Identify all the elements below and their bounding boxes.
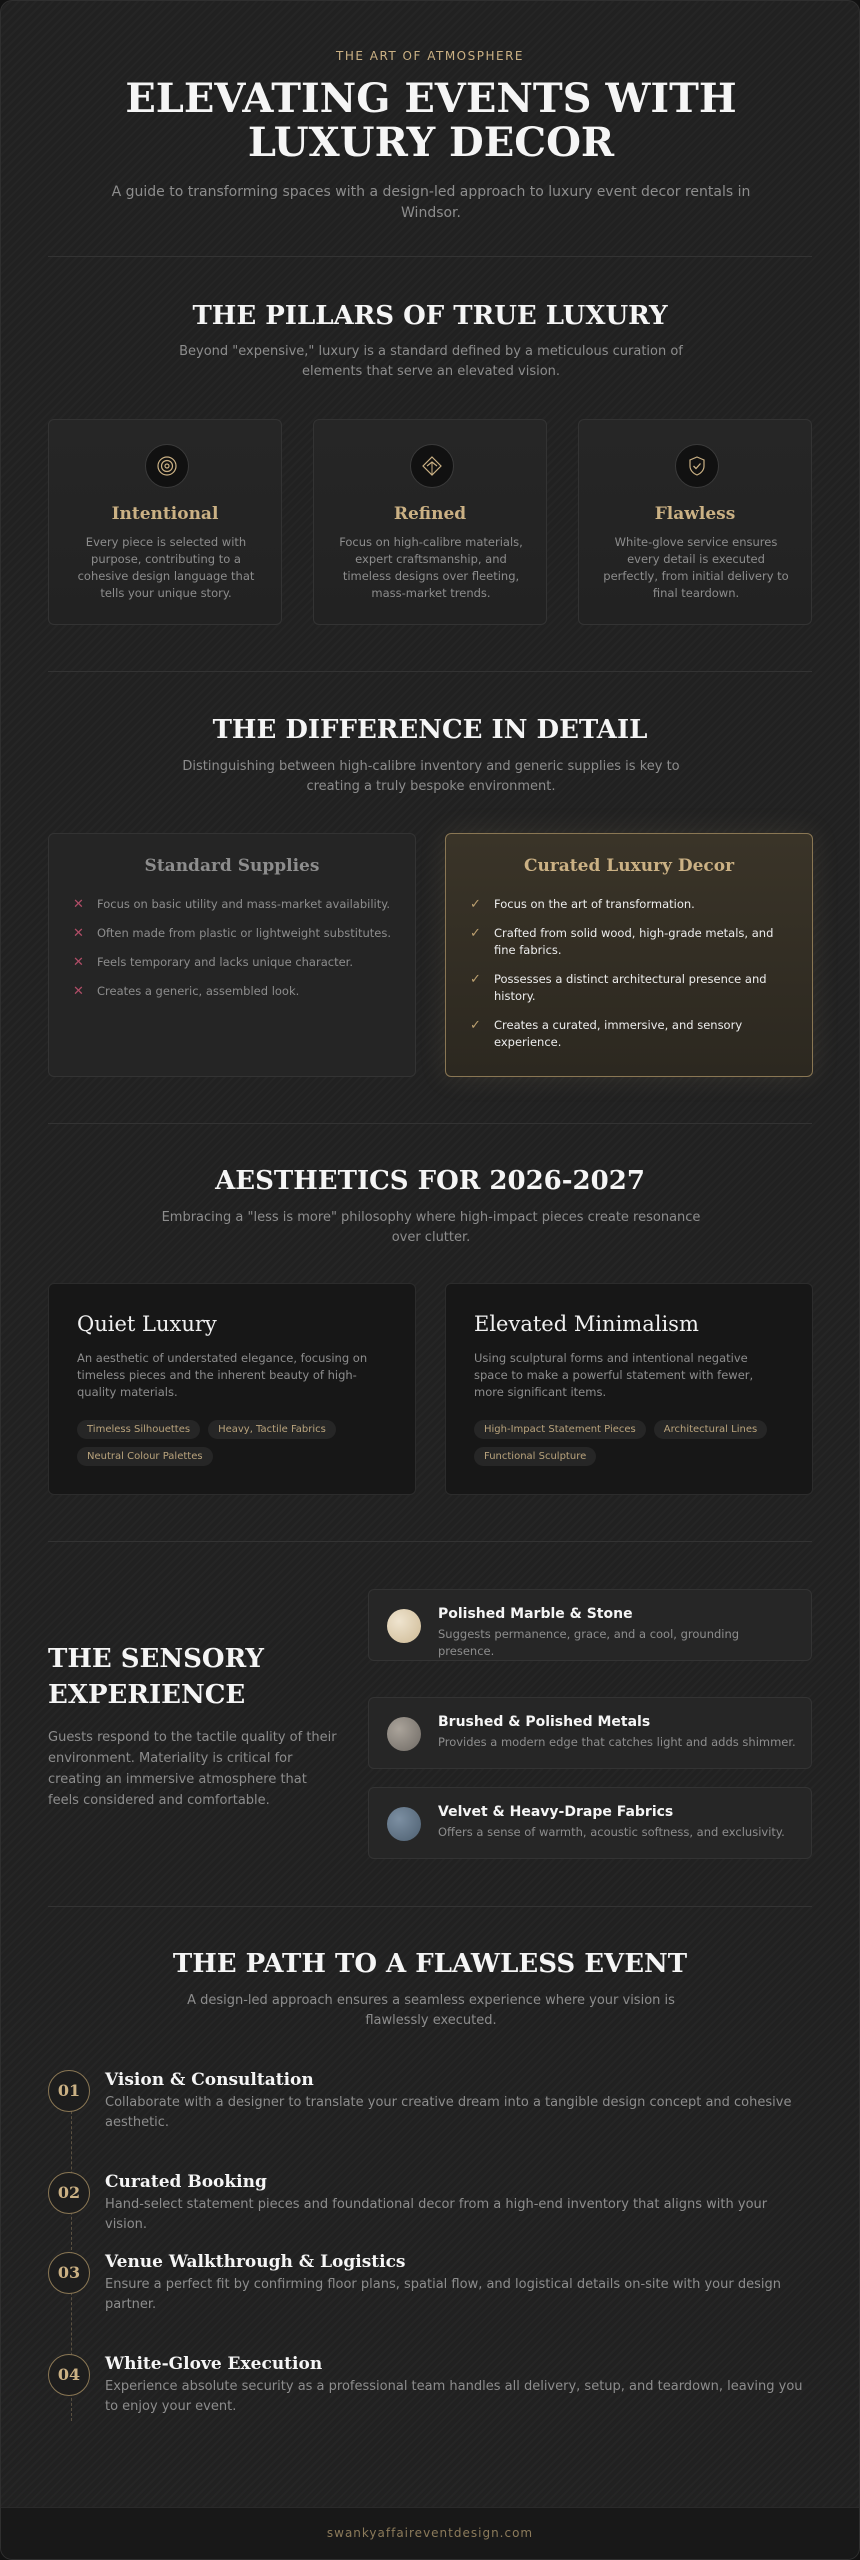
tag: Functional Sculpture bbox=[474, 1447, 596, 1466]
aesthetic-title: Quiet Luxury bbox=[77, 1312, 217, 1336]
hero-title: ELEVATING EVENTS WITH LUXURY DECOR bbox=[125, 75, 737, 166]
divider bbox=[48, 1906, 812, 1907]
check-icon: ✓ bbox=[470, 926, 481, 941]
aesthetic-title: Elevated Minimalism bbox=[474, 1312, 699, 1336]
standard-list bbox=[73, 896, 393, 1012]
list-item: ✓ Crafted from solid wood, high-grade metals, and fine fabrics. bbox=[470, 926, 774, 957]
hero-subtitle: A guide to transforming spaces with a design-led approach to luxury event decor rentals in Windsor. bbox=[111, 184, 751, 221]
pillars-subtitle: Beyond "expensive," luxury is a standard defined by a meticulous curation of elements that serve an elevated vision. bbox=[179, 344, 683, 379]
pillar-title: Refined bbox=[393, 504, 467, 524]
material-text: Suggests permanence, grace, and a cool, grounding presence. bbox=[438, 1627, 740, 1658]
cross-icon: ✕ bbox=[73, 926, 84, 941]
pillar-text: White-glove service ensures every detail is executed perfectly, from initial delivery to final teardown. bbox=[603, 535, 789, 600]
material-text: Offers a sense of warmth, acoustic softness, and exclusivity. bbox=[438, 1825, 785, 1839]
tag: Heavy, Tactile Fabrics bbox=[208, 1420, 336, 1439]
metal-swatch bbox=[387, 1717, 421, 1751]
sensory-title: THE SENSORY EXPERIENCE bbox=[48, 1644, 264, 1710]
tag-list bbox=[77, 1420, 397, 1466]
aesthetic-card-quiet-luxury bbox=[48, 1283, 416, 1495]
tag: Neutral Colour Palettes bbox=[77, 1447, 213, 1466]
pillar-text: Focus on high-calibre materials, expert craftsmanship, and timeless designs over fleeting, mass-market trends. bbox=[339, 535, 523, 600]
pillar-title: Intentional bbox=[111, 504, 219, 524]
tag: Timeless Silhouettes bbox=[77, 1420, 200, 1439]
material-card-velvet bbox=[368, 1787, 812, 1859]
step-title: Curated Booking bbox=[105, 2172, 267, 2192]
pillar-card-intentional bbox=[48, 419, 282, 625]
divider bbox=[48, 1541, 812, 1542]
aesthetic-text: An aesthetic of understated elegance, focusing on timeless pieces and the inherent beauty of high-quality materials. bbox=[77, 1351, 368, 1399]
tag: Architectural Lines bbox=[654, 1420, 767, 1439]
pillar-text: Every piece is selected with purpose, contributing to a cohesive design language that tells your unique story. bbox=[77, 535, 255, 600]
cross-icon: ✕ bbox=[73, 897, 84, 912]
list-item: ✕ Focus on basic utility and mass-market availability. bbox=[73, 897, 391, 912]
difference-title: THE DIFFERENCE IN DETAIL bbox=[212, 715, 648, 745]
step-text: Collaborate with a designer to translate your creative dream into a tangible design concept and cohesive aesthetic. bbox=[105, 2095, 792, 2130]
target-icon bbox=[145, 444, 189, 488]
shield-check-icon bbox=[675, 444, 719, 488]
list-item: ✕ Often made from plastic or lightweight substitutes. bbox=[73, 926, 391, 941]
path-title: THE PATH TO A FLAWLESS EVENT bbox=[172, 1949, 688, 1979]
luxury-list bbox=[470, 896, 790, 1063]
step-number: 03 bbox=[48, 2252, 90, 2294]
list-item: ✕ Creates a generic, assembled look. bbox=[73, 984, 300, 999]
step-number: 04 bbox=[48, 2354, 90, 2396]
cross-icon: ✕ bbox=[73, 984, 84, 999]
step-title: White-Glove Execution bbox=[105, 2354, 323, 2374]
check-icon: ✓ bbox=[470, 972, 481, 987]
step-text: Experience absolute security as a professional team handles all delivery, setup, and teardown, leaving you to enjoy your event. bbox=[105, 2379, 803, 2414]
step-text: Ensure a perfect fit by confirming floor plans, spatial flow, and logistical details on-site with your design partner. bbox=[105, 2277, 781, 2312]
list-item: ✕ Feels temporary and lacks unique character. bbox=[73, 955, 353, 970]
step-title: Venue Walkthrough & Logistics bbox=[105, 2252, 406, 2272]
divider bbox=[48, 256, 812, 257]
step-number: 01 bbox=[48, 2070, 90, 2112]
standard-supplies-card bbox=[48, 833, 416, 1077]
material-title: Polished Marble & Stone bbox=[438, 1606, 633, 1622]
cross-icon: ✕ bbox=[73, 955, 84, 970]
pillar-card-refined bbox=[313, 419, 547, 625]
aesthetic-card-elevated-minimalism bbox=[445, 1283, 813, 1495]
aesthetics-title: AESTHETICS FOR 2026-2027 bbox=[215, 1166, 645, 1196]
check-icon: ✓ bbox=[470, 1018, 481, 1033]
hero-eyebrow: THE ART OF ATMOSPHERE bbox=[335, 49, 524, 63]
standard-title: Standard Supplies bbox=[144, 856, 320, 876]
material-card-metals bbox=[368, 1697, 812, 1769]
list-item: ✓ Focus on the art of transformation. bbox=[470, 897, 695, 912]
tag: High-Impact Statement Pieces bbox=[474, 1420, 646, 1439]
material-title: Velvet & Heavy-Drape Fabrics bbox=[438, 1804, 674, 1820]
diamond-icon bbox=[410, 444, 454, 488]
divider bbox=[48, 671, 812, 672]
footer-url: swankyaffaireventdesign.com bbox=[1, 2507, 859, 2560]
check-icon: ✓ bbox=[470, 897, 481, 912]
material-text: Provides a modern edge that catches light and adds shimmer. bbox=[438, 1735, 796, 1749]
aesthetics-subtitle: Embracing a "less is more" philosophy where high-impact pieces create resonance over clutter. bbox=[161, 1210, 701, 1245]
tag-list bbox=[474, 1420, 794, 1466]
material-title: Brushed & Polished Metals bbox=[438, 1714, 651, 1730]
velvet-swatch bbox=[387, 1807, 421, 1841]
step-number: 02 bbox=[48, 2172, 90, 2214]
step-text: Hand-select statement pieces and foundational decor from a high-end inventory that aligns with your vision. bbox=[105, 2197, 768, 2232]
luxury-decor-card bbox=[445, 833, 813, 1077]
step-title: Vision & Consultation bbox=[105, 2070, 314, 2090]
pillar-title: Flawless bbox=[654, 504, 736, 524]
sensory-text: Guests respond to the tactile quality of their environment. Materiality is critical for creating an immersive atmosphere that feels considered and comfortable. bbox=[48, 1730, 337, 1808]
marble-swatch bbox=[387, 1609, 421, 1643]
divider bbox=[48, 1123, 812, 1124]
luxury-title: Curated Luxury Decor bbox=[523, 856, 735, 876]
material-card-marble bbox=[368, 1589, 812, 1661]
list-item: ✓ Possesses a distinct architectural presence and history. bbox=[470, 972, 767, 1003]
pillar-card-flawless bbox=[578, 419, 812, 625]
aesthetic-text: Using sculptural forms and intentional negative space to make a powerful statement with fewer, more significant items. bbox=[474, 1351, 754, 1399]
path-subtitle: A design-led approach ensures a seamless experience where your vision is flawlessly executed. bbox=[187, 1993, 675, 2028]
pillars-title: THE PILLARS OF TRUE LUXURY bbox=[192, 301, 668, 331]
difference-subtitle: Distinguishing between high-calibre inventory and generic supplies is key to creating a truly bespoke environment. bbox=[182, 759, 680, 794]
list-item: ✓ Creates a curated, immersive, and sensory experience. bbox=[470, 1018, 743, 1049]
